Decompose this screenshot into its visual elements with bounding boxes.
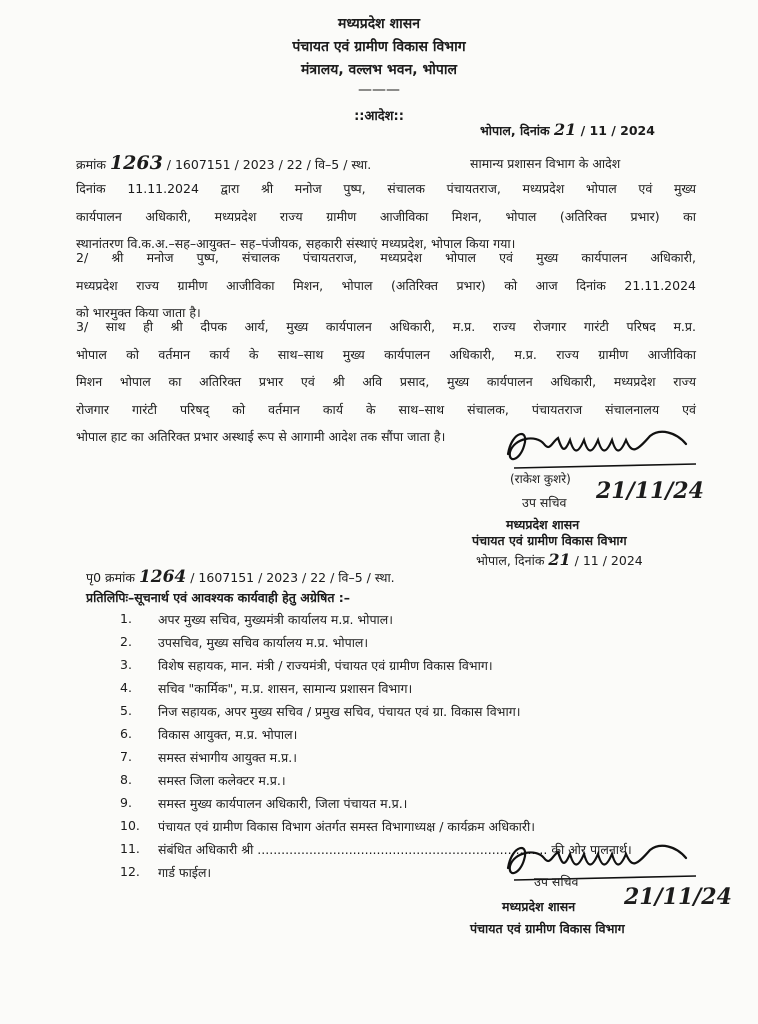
- list-number: 4.: [120, 680, 132, 695]
- signature-2-dept-1: मध्यप्रदेश शासन: [502, 899, 576, 914]
- header-line-3: मंत्रालय, वल्लभ भवन, भोपाल: [301, 62, 457, 78]
- list-number: 2.: [120, 634, 132, 649]
- order-title: ::आदेश::: [354, 109, 404, 124]
- signature-2-scribble: [500, 838, 700, 884]
- signature-1-dept-1: मध्यप्रदेश शासन: [506, 517, 580, 532]
- paragraph-1-line: कार्यपालन अधिकारी, मध्यप्रदेश राज्य ग्रामीण आजीविका मिशन, भोपाल (अतिरिक्त प्रभार) का: [76, 208, 696, 224]
- endorsement-number-line: [86, 567, 395, 587]
- paragraph-3-line: रोजगार गारंटी परिषद् को वर्तमान कार्य के साथ–साथ संचालक, पंचायतराज संचालनालय एवं: [76, 401, 696, 417]
- list-item: संबंधित अधिकारी श्री ......................................................................... की ओर पालनार्थ।: [158, 842, 632, 857]
- list-number: 3.: [120, 657, 132, 672]
- signature-1-date: 21/11/24: [596, 478, 704, 504]
- order-date-rest: / 11 / 2024: [580, 123, 655, 138]
- list-number: 8.: [120, 772, 132, 787]
- paragraph-2-line: मध्यप्रदेश राज्य ग्रामीण आजीविका मिशन, भोपाल (अतिरिक्त प्रभार) को आज दिनांक 21.11.2024: [76, 277, 696, 293]
- signature-1-date-day: 21: [548, 550, 571, 569]
- list-item: विकास आयुक्त, म.प्र. भोपाल।: [158, 727, 298, 742]
- paragraph-3-line: मिशन भोपाल का अतिरिक्त प्रभार एवं श्री अवि प्रसाद, मुख्य कार्यपालन अधिकारी, मध्यप्रदेश राज्य: [76, 374, 696, 389]
- order-date-prefix: भोपाल, दिनांक: [480, 123, 550, 138]
- list-item: उपसचिव, मुख्य सचिव कार्यालय म.प्र. भोपाल।: [158, 635, 369, 650]
- list-item: समस्त मुख्य कार्यपालन अधिकारी, जिला पंचायत म.प्र.।: [158, 796, 408, 811]
- header-rule: ———: [358, 82, 400, 98]
- signatory-1-designation: उप सचिव: [522, 495, 567, 510]
- order-date: [480, 120, 655, 139]
- paragraph-2-line: 2/ श्री मनोज पुष्प, संचालक पंचायतराज, मध्यप्रदेश भोपाल एवं मुख्य कार्यपालन अधिकारी,: [76, 250, 696, 265]
- paragraph-3-line: भोपाल को वर्तमान कार्य के साथ–साथ मुख्य कार्यपालन अधिकारी, म.प्र. राज्य ग्रामीण आजीविका: [76, 346, 696, 362]
- header-line-1: मध्यप्रदेश शासन: [338, 16, 420, 32]
- list-number: 7.: [120, 749, 132, 764]
- paragraph-2-line: को भारमुक्त किया जाता है।: [76, 305, 201, 320]
- endorsement-number-handwritten: 1264: [138, 567, 187, 587]
- signatory-2-designation: उप सचिव: [534, 874, 579, 889]
- order-number-handwritten: 1263: [109, 152, 163, 174]
- list-item: विशेष सहायक, मान. मंत्री / राज्यमंत्री, पंचायत एवं ग्रामीण विकास विभाग।: [158, 658, 493, 673]
- signature-1-date-prefix: भोपाल, दिनांक: [476, 553, 545, 568]
- list-item: गार्ड फाईल।: [158, 865, 212, 880]
- list-number: 12.: [120, 864, 140, 879]
- paragraph-3-line: भोपाल हाट का अतिरिक्त प्रभार अस्थाई रूप से आगामी आदेश तक सौंपा जाता है।: [76, 429, 446, 444]
- signature-1-scribble: [500, 424, 700, 474]
- endorsement-heading: प्रतिलिपिः–सूचनार्थ एवं आवश्यक कार्यवाही हेतु अग्रेषित :–: [86, 590, 351, 605]
- paragraph-3-line: 3/ साथ ही श्री दीपक आर्य, मुख्य कार्यपालन अधिकारी, म.प्र. राज्य रोजगार गारंटी परिषद म.प्र.: [76, 319, 696, 334]
- header-line-2: पंचायत एवं ग्रामीण विकास विभाग: [292, 39, 466, 55]
- signature-2-dept-2: पंचायत एवं ग्रामीण विकास विभाग: [470, 921, 625, 936]
- endorsement-number-rest: / 1607151 / 2023 / 22 / वि–5 / स्था.: [190, 570, 395, 585]
- list-item: सचिव "कार्मिक", म.प्र. शासन, सामान्य प्रशासन विभाग।: [158, 681, 413, 696]
- list-item: अपर मुख्य सचिव, मुख्यमंत्री कार्यालय म.प्र. भोपाल।: [158, 612, 393, 627]
- para1-first-tail: सामान्य प्रशासन विभाग के आदेश: [470, 156, 621, 171]
- list-number: 11.: [120, 841, 140, 856]
- paragraph-1-line: स्थानांतरण वि.क.अ.–सह–आयुक्त– सह–पंजीयक, सहकारी संस्थाएं मध्यप्रदेश, भोपाल किया गया।: [76, 236, 516, 251]
- signature-1-date-rest: / 11 / 2024: [574, 553, 643, 568]
- signatory-1-name: (राकेश कुशरे): [510, 472, 571, 486]
- list-number: 9.: [120, 795, 132, 810]
- signature-1-dept-2: पंचायत एवं ग्रामीण विकास विभाग: [472, 533, 627, 548]
- list-number: 6.: [120, 726, 132, 741]
- list-number: 10.: [120, 818, 140, 833]
- order-number-prefix: क्रमांक: [76, 157, 106, 172]
- signature-2-date: 21/11/24: [624, 884, 732, 910]
- list-item: समस्त संभागीय आयुक्त म.प्र.।: [158, 750, 297, 765]
- paragraph-1-line: दिनांक 11.11.2024 द्वारा श्री मनोज पुष्प, संचालक पंचायतराज, मध्यप्रदेश भोपाल एवं मुख्य: [76, 181, 696, 196]
- list-number: 1.: [120, 611, 132, 626]
- list-number: 5.: [120, 703, 132, 718]
- list-item: समस्त जिला कलेक्टर म.प्र.।: [158, 773, 286, 788]
- endorsement-number-prefix: पृ0 क्रमांक: [86, 570, 135, 585]
- list-item: पंचायत एवं ग्रामीण विकास विभाग अंतर्गत समस्त विभागाध्यक्ष / कार्यक्रम अधिकारी।: [158, 819, 535, 834]
- signature-1-date-line: [476, 550, 643, 569]
- order-number-rest: / 1607151 / 2023 / 22 / वि–5 / स्था.: [166, 157, 372, 172]
- order-date-day: 21: [553, 120, 577, 139]
- list-item: निज सहायक, अपर मुख्य सचिव / प्रमुख सचिव, पंचायत एवं ग्रा. विकास विभाग।: [158, 704, 521, 719]
